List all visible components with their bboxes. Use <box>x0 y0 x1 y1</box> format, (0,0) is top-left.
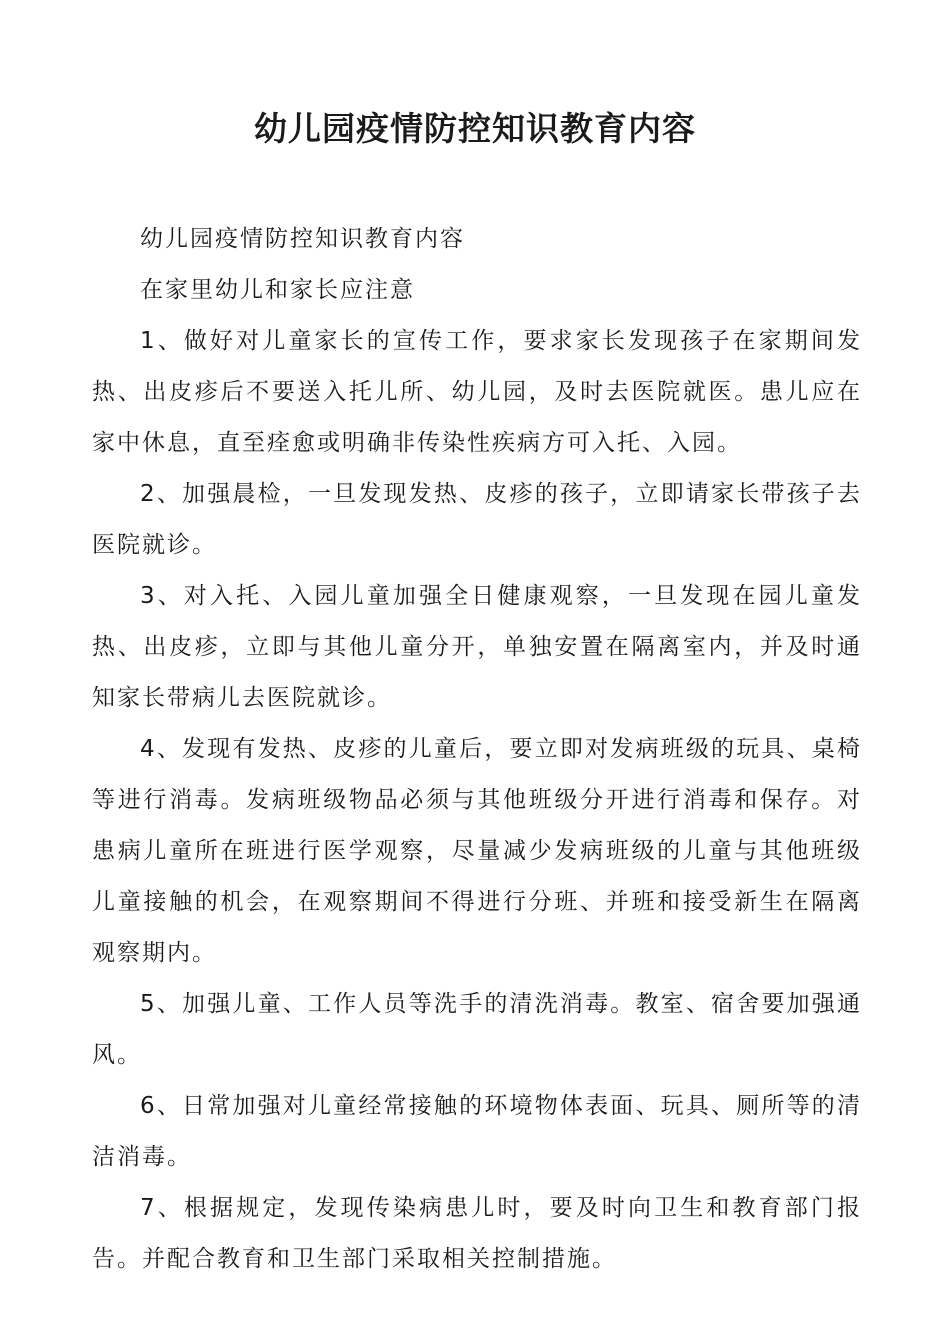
paragraph-item-3: 3、对入托、入园儿童加强全日健康观察，一旦发现在园儿童发热、出皮疹，立即与其他儿童分开，单独安置在隔离室内，并及时通知家长带病儿去医院就诊。 <box>92 583 862 711</box>
paragraph-item-6: 6、日常加强对儿童经常接触的环境物体表面、玩具、厕所等的清洁消毒。 <box>92 1093 862 1170</box>
paragraph-item-7: 7、根据规定，发现传染病患儿时，要及时向卫生和教育部门报告。并配合教育和卫生部门采取相关控制措施。 <box>92 1195 862 1272</box>
paragraph-subtitle: 幼儿园疫情防控知识教育内容 <box>140 226 465 252</box>
document-title: 幼儿园疫情防控知识教育内容 <box>254 109 696 148</box>
document-body <box>92 214 862 1285</box>
paragraph-intro: 在家里幼儿和家长应注意 <box>140 277 415 303</box>
paragraph-item-1: 1、做好对儿童家长的宣传工作，要求家长发现孩子在家期间发热、出皮疹后不要送入托儿所、幼儿园，及时去医院就医。患儿应在家中休息，直至痊愈或明确非传染性疾病方可入托、入园。 <box>92 328 862 456</box>
paragraph-item-2: 2、加强晨检，一旦发现发热、皮疹的孩子，立即请家长带孩子去医院就诊。 <box>92 481 862 558</box>
paragraph-item-4: 4、发现有发热、皮疹的儿童后，要立即对发病班级的玩具、桌椅等进行消毒。发病班级物品必须与其他班级分开进行消毒和保存。对患病儿童所在班进行医学观察，尽量减少发病班级的儿童与其他班级儿童接触的机会，在观察期间不得进行分班、并班和接受新生在隔离观察期内。 <box>92 736 862 966</box>
paragraph-item-5: 5、加强儿童、工作人员等洗手的清洗消毒。教室、宿舍要加强通风。 <box>92 991 862 1068</box>
